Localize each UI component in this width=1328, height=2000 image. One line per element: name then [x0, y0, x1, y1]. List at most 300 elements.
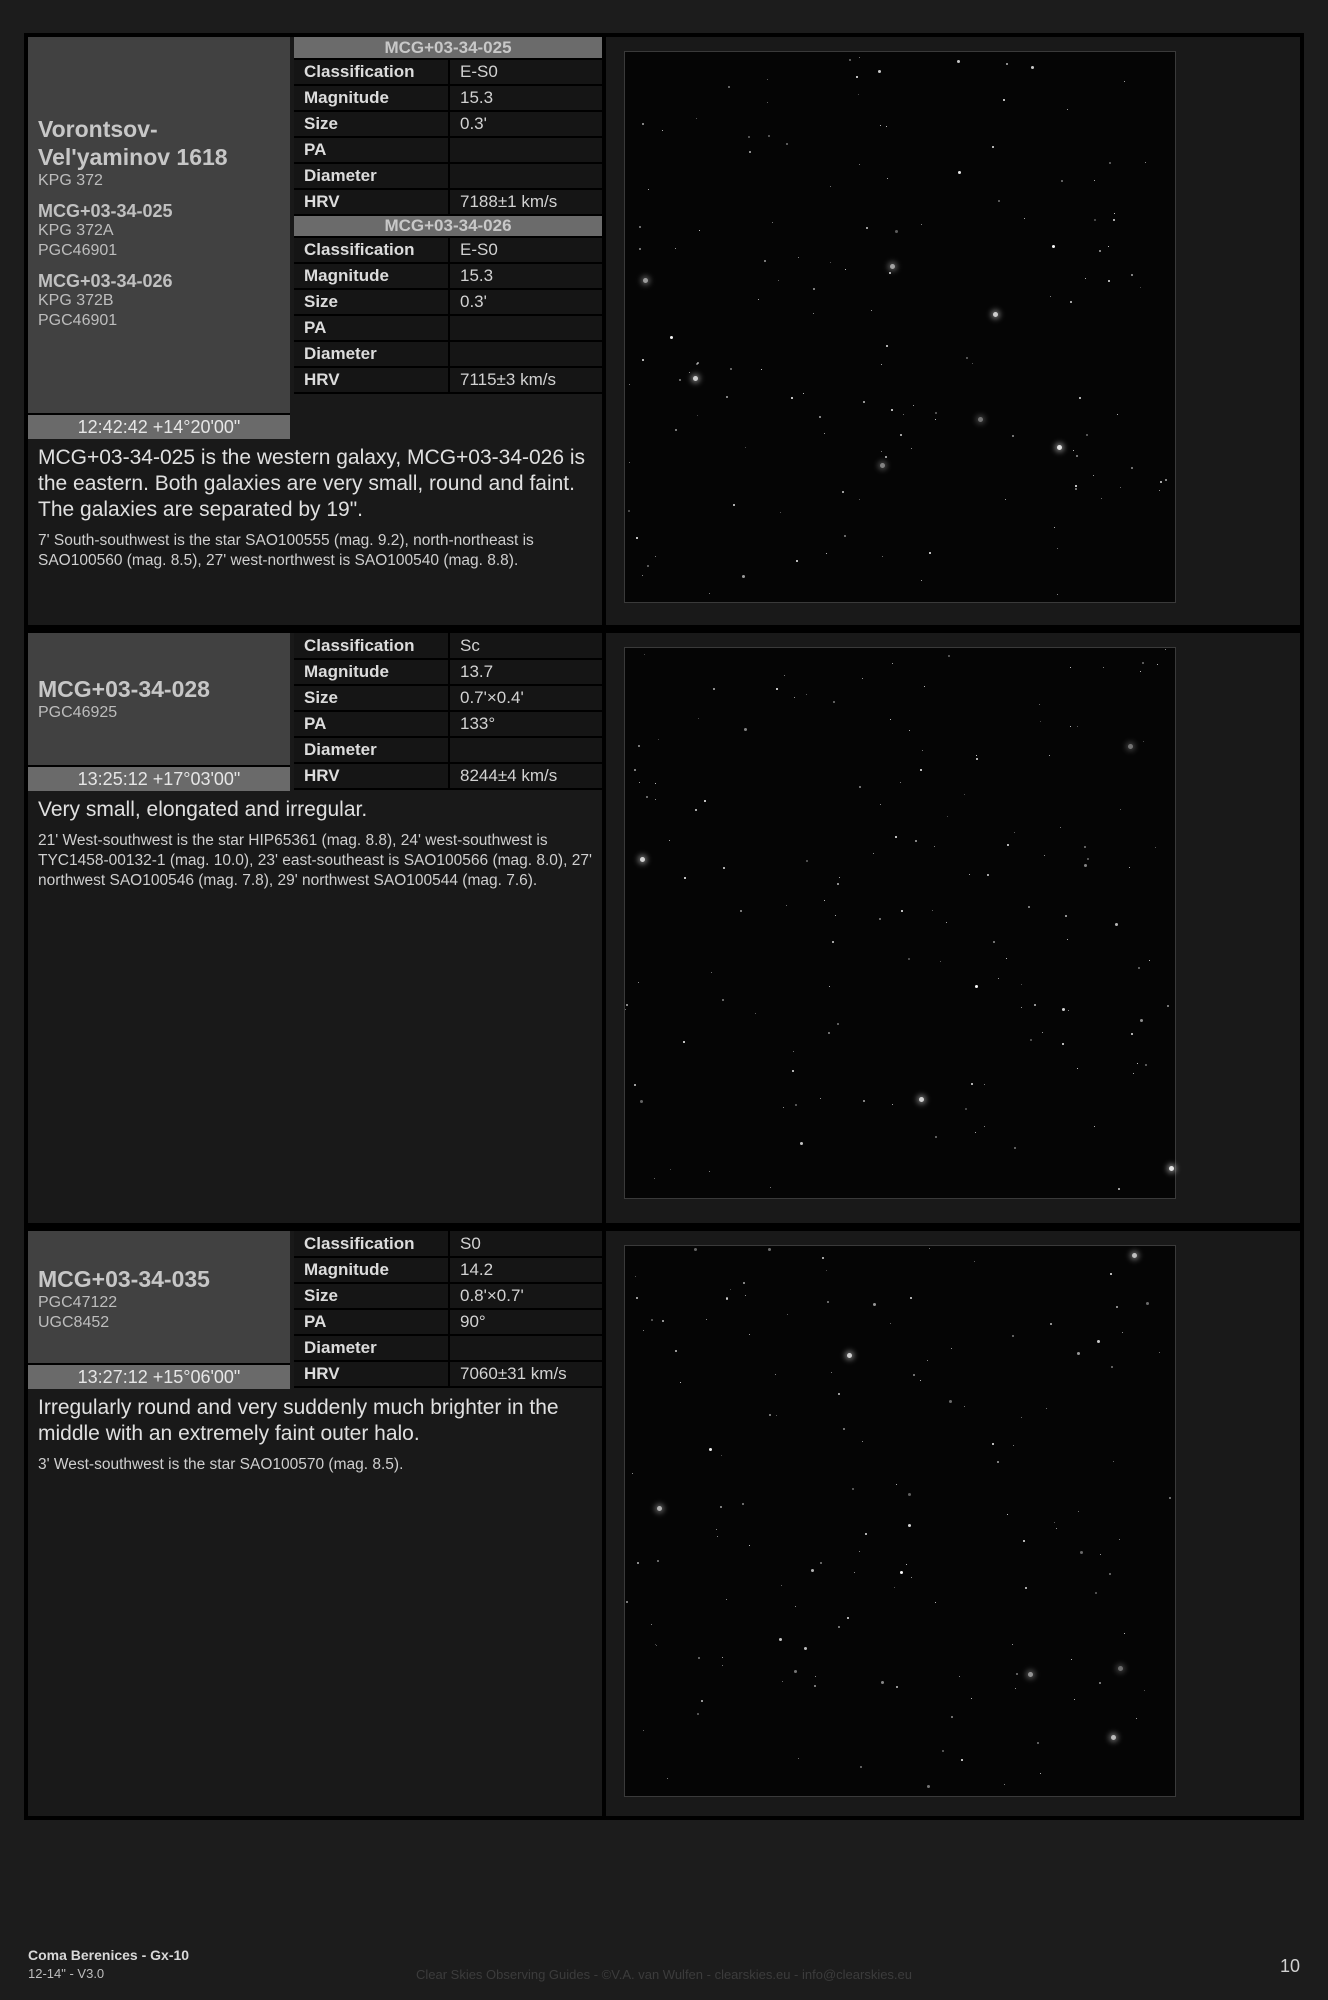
star-dot [794, 697, 795, 698]
object-name: MCG+03-34-035 [38, 1266, 210, 1292]
star-dot [636, 1297, 638, 1299]
star-dot [1116, 1306, 1118, 1308]
row-label: Size [294, 289, 449, 315]
star-dot [629, 462, 630, 463]
star-dot [635, 1276, 636, 1277]
star-dot [1167, 1005, 1169, 1007]
star-dot [644, 654, 645, 655]
star-dot [837, 883, 839, 885]
star-dot [1165, 649, 1166, 650]
star-dot [1137, 1063, 1138, 1064]
alt-name: PGC46901 [38, 312, 118, 329]
star-dot [927, 1360, 928, 1361]
star-dot [997, 1461, 999, 1463]
star-dot [998, 978, 999, 979]
star-dot [835, 915, 836, 916]
star-dot [1118, 1188, 1120, 1190]
star-dot [819, 416, 821, 418]
star-dot [1067, 109, 1068, 110]
star-dot [643, 278, 648, 283]
star-dot [1099, 250, 1101, 252]
object-entry [24, 629, 1304, 1227]
star-dot [1034, 1004, 1036, 1006]
star-dot [976, 755, 977, 756]
table-row [294, 1335, 602, 1361]
star-dot [880, 463, 885, 468]
star-dot [698, 718, 699, 719]
row-label: Size [294, 111, 449, 137]
star-dot [1075, 488, 1077, 490]
star-dot [935, 419, 936, 420]
row-value: 7115±3 km/s [449, 367, 602, 393]
star-dot [1031, 66, 1034, 69]
star-dot [1108, 246, 1109, 247]
row-value: 0.8'×0.7' [449, 1283, 602, 1309]
star-dot [826, 553, 827, 554]
star-dot [675, 429, 677, 431]
star-dot [966, 357, 968, 359]
star-dot [942, 1750, 944, 1752]
star-dot [975, 1132, 976, 1133]
row-label: HRV [294, 189, 449, 215]
star-dot [820, 1562, 822, 1564]
star-dot [1157, 664, 1158, 665]
star-dot [1007, 1514, 1008, 1515]
star-dot [1070, 726, 1071, 727]
star-dot [847, 1617, 849, 1619]
row-label: HRV [294, 367, 449, 393]
description-block [28, 445, 602, 571]
star-dot [974, 1261, 975, 1262]
star-dot [910, 1297, 912, 1299]
star-dot [1109, 162, 1111, 164]
star-dot [1146, 1302, 1149, 1305]
star-dot [670, 1169, 671, 1170]
alt-name: UGC8452 [38, 1314, 110, 1331]
star-dot [728, 86, 730, 88]
star-dot [770, 1187, 771, 1188]
star-dot [1025, 1587, 1027, 1589]
star-dot [726, 396, 728, 398]
star-dot [961, 1759, 963, 1761]
star-dot [1101, 498, 1102, 499]
star-dot [908, 1524, 911, 1527]
star-dot [655, 783, 656, 784]
star-dot [849, 59, 851, 61]
star-dot [697, 362, 699, 364]
alt-name: PGC47122 [38, 1294, 118, 1311]
star-dot [951, 1716, 953, 1718]
table-row [294, 1361, 602, 1387]
star-dot [969, 874, 970, 875]
star-dot [814, 1685, 816, 1687]
row-label: HRV [294, 763, 449, 789]
star-dot [886, 345, 888, 347]
row-value: 7060±31 km/s [449, 1361, 602, 1387]
star-dot [1052, 245, 1055, 248]
star-dot [768, 135, 770, 137]
star-dot [911, 1577, 912, 1578]
star-dot [689, 372, 690, 373]
alt-name: KPG 372B [38, 292, 114, 309]
star-dot [1140, 287, 1141, 288]
star-dot [655, 556, 656, 557]
star-dot [745, 447, 746, 448]
star-dot [859, 1551, 860, 1552]
star-dot [1094, 219, 1096, 221]
star-dot [721, 1455, 722, 1456]
star-dot [993, 312, 998, 317]
star-dot [670, 336, 673, 339]
star-dot [978, 417, 983, 422]
star-dot [1087, 858, 1089, 860]
star-dot [882, 556, 883, 557]
star-dot [1006, 63, 1008, 65]
star-dot [679, 379, 681, 381]
star-dot [1111, 1366, 1113, 1368]
star-dot [1054, 1522, 1055, 1523]
star-dot [860, 1766, 862, 1768]
star-dot [830, 262, 831, 263]
star-dot [675, 1350, 677, 1352]
row-value: S0 [449, 1231, 602, 1257]
star-dot [1062, 1043, 1064, 1045]
star-dot [806, 694, 807, 695]
star-dot [921, 580, 922, 581]
coordinates: 13:25:12 +17°03'00" [28, 765, 290, 791]
star-dot [772, 222, 773, 223]
star-dot [639, 782, 640, 783]
description: Irregularly round and very suddenly much brighter in the middle with an extremely faint outer halo. [38, 1396, 559, 1445]
star-dot [662, 1320, 664, 1322]
star-dot [915, 840, 917, 842]
star-dot [971, 1698, 972, 1699]
star-dot [695, 809, 697, 811]
star-dot [1070, 667, 1071, 668]
star-dot [892, 1104, 893, 1105]
row-value [449, 137, 602, 163]
star-dot [900, 782, 901, 783]
table-header: MCG+03-34-025 [294, 37, 602, 59]
star-dot [828, 1032, 830, 1034]
star-dot [722, 1657, 723, 1658]
star-dot [1065, 915, 1067, 917]
table-header: MCG+03-34-026 [294, 215, 602, 237]
star-dot [908, 1493, 911, 1496]
star-dot [913, 1374, 915, 1376]
star-dot [749, 151, 751, 153]
star-field-image [624, 51, 1176, 603]
star-dot [1124, 81, 1125, 82]
table-row [294, 315, 602, 341]
star-dot [669, 840, 670, 841]
star-dot [775, 1374, 776, 1375]
alt-name: PGC46901 [38, 242, 118, 259]
star-dot [891, 409, 893, 411]
star-dot [871, 310, 872, 311]
table-row [294, 763, 602, 789]
star-dot [742, 575, 745, 578]
page-number: 10 [1279, 1956, 1300, 1976]
star-dot [940, 961, 941, 962]
star-dot [634, 1084, 636, 1086]
star-dot [881, 451, 882, 452]
star-dot [1016, 1673, 1018, 1675]
star-dot [636, 537, 638, 539]
star-dot [844, 535, 846, 537]
star-dot [1023, 1540, 1025, 1542]
star-dot [709, 593, 710, 594]
star-dot [858, 94, 859, 95]
star-dot [831, 1372, 832, 1373]
star-dot [1030, 1039, 1032, 1041]
star-dot [880, 804, 881, 805]
star-dot [696, 118, 697, 119]
star-dot [709, 1448, 712, 1451]
table-row [294, 137, 602, 163]
star-dot [1006, 958, 1007, 959]
star-dot [1037, 1742, 1039, 1744]
description-block [28, 797, 602, 891]
star-dot [684, 877, 686, 879]
star-dot [1003, 99, 1005, 101]
table-row [294, 633, 602, 659]
star-dot [1005, 499, 1006, 500]
star-dot [885, 456, 887, 458]
star-dot [1004, 1784, 1005, 1785]
table-row [294, 341, 602, 367]
star-dot [726, 1297, 728, 1299]
star-dot [1028, 906, 1030, 908]
row-label: Diameter [294, 1335, 449, 1361]
star-dot [815, 1676, 816, 1677]
star-dot [767, 102, 768, 103]
star-dot [866, 227, 868, 229]
star-dot [638, 982, 639, 983]
star-dot [881, 1681, 884, 1684]
table-row [294, 163, 602, 189]
row-value: 7188±1 km/s [449, 189, 602, 215]
star-dot [903, 414, 904, 415]
star-dot [929, 1248, 930, 1249]
star-dot [1113, 219, 1115, 221]
star-dot [889, 272, 891, 274]
star-dot [791, 397, 793, 399]
star-dot [890, 264, 895, 269]
star-dot [832, 941, 834, 943]
row-value: E-S0 [449, 237, 602, 263]
star-dot [1120, 809, 1121, 810]
row-value [449, 1335, 602, 1361]
star-dot [1160, 481, 1162, 483]
star-dot [1060, 827, 1061, 828]
star-dot [625, 1009, 626, 1010]
star-dot [935, 1136, 937, 1138]
star-dot [758, 299, 759, 300]
star-dot [780, 512, 781, 513]
star-dot [865, 1533, 867, 1535]
row-label: Magnitude [294, 659, 449, 685]
star-dot [919, 1097, 924, 1102]
star-dot [794, 1670, 797, 1673]
star-dot [813, 313, 814, 314]
table-row [294, 189, 602, 215]
star-dot [1057, 548, 1058, 549]
star-dot [778, 280, 779, 281]
star-dot [927, 1785, 930, 1788]
star-dot [1109, 1573, 1111, 1575]
star-dot [935, 1602, 936, 1603]
star-dot [642, 359, 644, 361]
row-value: 90° [449, 1309, 602, 1335]
star-dot [1024, 218, 1025, 219]
star-dot [796, 560, 798, 562]
star-dot [1119, 1539, 1120, 1540]
row-label: PA [294, 1309, 449, 1335]
star-dot [971, 1083, 973, 1085]
star-dot [1155, 847, 1156, 848]
star-dot [1095, 1592, 1097, 1594]
star-dot [895, 836, 897, 838]
star-dot [1021, 1417, 1022, 1418]
star-dot [1084, 846, 1086, 848]
star-dot [1021, 1007, 1022, 1008]
star-dot [697, 415, 698, 416]
star-dot [717, 1536, 718, 1537]
star-dot [842, 491, 844, 493]
star-dot [1054, 527, 1055, 528]
star-dot [643, 1330, 644, 1331]
star-dot [1079, 397, 1081, 399]
star-dot [1012, 1644, 1013, 1645]
row-label: Diameter [294, 341, 449, 367]
star-dot [1040, 1773, 1041, 1774]
star-dot [984, 1084, 985, 1085]
row-value: 0.3' [449, 111, 602, 137]
star-dot [1012, 1335, 1014, 1337]
star-dot [782, 1681, 783, 1682]
star-dot [906, 1564, 907, 1565]
star-dot [839, 877, 840, 878]
star-dot [976, 758, 978, 760]
row-value: 0.7'×0.4' [449, 685, 602, 711]
star-dot [1097, 1340, 1100, 1343]
data-table [294, 1231, 602, 1388]
star-dot [992, 146, 994, 148]
star-dot [820, 1098, 821, 1099]
object-name: Vorontsov-Vel'yaminov 1618 [38, 116, 228, 170]
star-dot [787, 1314, 788, 1315]
star-dot [1042, 1032, 1043, 1033]
star-dot [632, 1473, 633, 1474]
star-dot [900, 434, 902, 436]
star-dot [1078, 1511, 1079, 1512]
row-label: Classification [294, 59, 449, 85]
star-dot [713, 688, 715, 690]
star-dot [640, 1100, 643, 1103]
name-panel [28, 1231, 290, 1363]
star-dot [1007, 844, 1009, 846]
star-dot [859, 164, 860, 165]
star-dot [798, 257, 799, 258]
table-row [294, 367, 602, 393]
star-dot [1040, 721, 1041, 722]
star-dot [1039, 704, 1040, 705]
star-dot [843, 1428, 845, 1430]
star-dot [1076, 455, 1078, 457]
star-dot [651, 1319, 653, 1321]
row-value: 8244±4 km/s [449, 763, 602, 789]
star-dot [706, 1319, 707, 1320]
star-dot [1145, 162, 1146, 163]
alt-name: KPG 372 [38, 172, 103, 189]
star-dot [1070, 301, 1072, 303]
star-dot [1114, 213, 1115, 214]
star-dot [1013, 1445, 1014, 1446]
star-dot [657, 1506, 662, 1511]
star-dot [783, 1107, 784, 1108]
star-dot [881, 364, 882, 365]
star-dot [804, 1647, 807, 1650]
star-dot [722, 1665, 723, 1666]
table-row [294, 1231, 602, 1257]
star-dot [795, 1104, 797, 1106]
star-dot [1124, 1633, 1125, 1634]
star-dot [745, 1295, 746, 1296]
star-dot [935, 412, 937, 414]
table-row [294, 659, 602, 685]
star-dot [847, 1353, 852, 1358]
star-dot [1140, 671, 1141, 672]
star-dot [642, 123, 644, 125]
star-dot [1093, 475, 1094, 476]
star-dot [859, 57, 860, 58]
star-dot [642, 575, 643, 576]
coordinates: 13:27:12 +15°06'00" [28, 1363, 290, 1389]
star-dot [1118, 1666, 1123, 1671]
star-dot [900, 1571, 903, 1574]
star-dot [1108, 280, 1110, 282]
star-dot [784, 675, 785, 676]
star-dot [896, 1484, 897, 1485]
star-dot [862, 1441, 863, 1442]
star-dot [1103, 667, 1104, 668]
guide-version: 12-14" - V3.0 [28, 1966, 105, 1981]
star-dot [924, 686, 925, 687]
star-dot [769, 1414, 771, 1416]
description: MCG+03-34-025 is the western galaxy, MCG+03-34-026 is the eastern. Both galaxies are very small, round and faint. [38, 446, 586, 495]
star-dot [824, 433, 825, 434]
credit-line: Clear Skies Observing Guides - ©V.A. van Wulfen - clearskies.eu - info@clearskies.eu [415, 1967, 913, 1982]
star-dot [1120, 487, 1121, 488]
star-dot [922, 750, 923, 751]
row-label: Size [294, 1283, 449, 1309]
star-dot [626, 1004, 628, 1006]
star-dot [640, 857, 645, 862]
star-dot [859, 786, 861, 788]
star-dot [833, 701, 835, 703]
star-dot [845, 269, 846, 270]
star-dot [913, 405, 914, 406]
star-dot [948, 655, 950, 657]
star-dot [1057, 445, 1062, 450]
star-dot [793, 1051, 794, 1052]
star-dot [693, 376, 698, 381]
star-dot [655, 799, 656, 800]
alt-name: PGC46925 [38, 704, 118, 721]
star-dot [949, 1400, 952, 1403]
star-dot [1144, 1690, 1145, 1691]
